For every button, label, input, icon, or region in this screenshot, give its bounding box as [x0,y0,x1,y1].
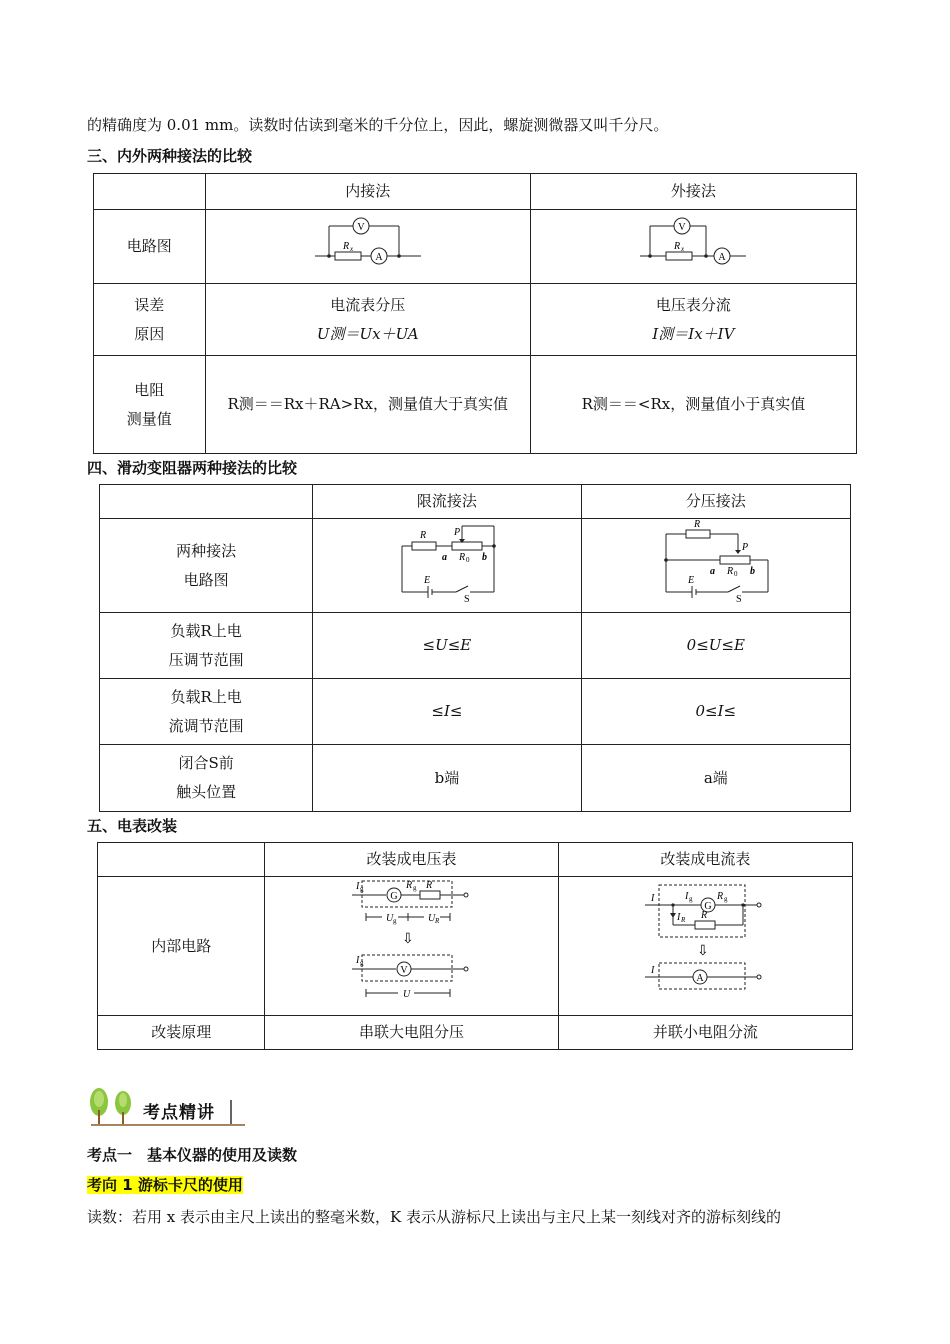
svg-text:G: G [704,901,712,912]
row-current-range-label: 负载R上电 流调节范围 [100,679,313,745]
limiting-slider-position: b端 [313,745,581,812]
svg-text:R: R [701,910,708,921]
svg-text:P: P [453,526,461,538]
reading-rule-line: 读数：若用 x 表示由主尺上读出的整毫米数，K 表示从游标尺上读出与主尺上某一刻线对齐的游标刻线的 [87,1208,781,1226]
divider-circuit-cell [581,519,850,613]
svg-text:I: I [651,893,655,904]
svg-text:R: R [458,551,466,563]
row-voltage-range-label: 负载R上电 压调节范围 [100,613,313,679]
row-internal-circuit-label: 内部电路 [98,877,265,1016]
inner-outer-table [93,173,857,454]
inner-error-cell: 电流表分压 U测＝Ux＋UA [205,284,530,356]
section-3-heading: 三、内外两种接法的比较 [87,147,253,165]
svg-text:x: x [349,244,353,253]
ammeter-conversion-diagram [645,877,765,1005]
col-inner: 内接法 [205,174,530,210]
limiting-voltage-range: ≤U≤E [313,613,581,679]
outer-circuit-diagram [638,214,748,270]
rx-label: R [342,240,349,252]
svg-text:g: g [359,959,364,967]
col-ammeter: 改装成电流表 [558,843,852,877]
section-4-heading: 四、滑动变阻器两种接法的比较 [87,459,298,477]
inner-error-formula: U测＝Ux＋UA [316,324,419,343]
limiting-circuit-cell [313,519,581,613]
svg-text:R: R [693,519,700,530]
inner-circuit-diagram [313,214,423,270]
row-circuit-label: 电路图 [94,210,206,284]
limiting-circuit-diagram [392,520,502,602]
row-circuit-label: 两种接法 电路图 [100,519,313,613]
row-error-label: 误差 原因 [94,284,206,356]
row-resistance-label: 电阻 测量值 [94,356,206,454]
outer-resistance-cell: R测＝＝<Rx，测量值小于真实值 [530,356,856,454]
divider-slider-position: a端 [581,745,850,812]
svg-text:P: P [741,541,748,553]
svg-text:U: U [427,913,435,924]
section-5-heading: 五、电表改装 [87,817,178,835]
limiting-current-range: ≤I≤ [313,679,581,745]
outer-error-formula: I测＝Ix＋IV [652,324,735,343]
svg-text:I: I [651,965,655,976]
svg-text:A: A [696,973,704,984]
voltmeter-circuit-cell [265,877,558,1016]
ammeter-label: A [375,251,383,263]
col-limiting: 限流接法 [313,485,581,519]
svg-text:S: S [735,593,742,602]
inner-resistance-cell: R测＝＝Rx＋RA>Rx，测量值大于真实值 [205,356,530,454]
row-principle-label: 改装原理 [98,1016,265,1050]
svg-text:R: R [681,916,686,924]
svg-text:I: I [355,881,359,892]
svg-text:0: 0 [465,555,470,564]
svg-text:E: E [687,574,694,586]
inner-circuit-cell [205,210,530,284]
svg-text:g: g [724,895,728,903]
svg-text:S: S [463,593,470,602]
row-slider-position-label: 闭合S前 触头位置 [100,745,313,812]
banner-title: 考点精讲 [143,1103,215,1123]
divider-circuit-diagram [660,520,772,602]
svg-text:⇩: ⇩ [697,944,710,959]
svg-text:g: g [359,885,364,893]
ammeter-label: A [718,251,727,263]
voltmeter-principle: 串联大电阻分压 [265,1016,558,1050]
svg-text:g: g [412,884,417,892]
svg-text:R: R [419,529,427,541]
ammeter-circuit-cell [558,877,852,1016]
svg-text:E: E [423,574,431,586]
svg-text:R: R [717,891,724,902]
divider-current-range: 0≤I≤ [581,679,850,745]
svg-text:R: R [405,880,412,891]
col-voltmeter: 改装成电压表 [265,843,558,877]
svg-text:g: g [392,917,397,925]
svg-text:g: g [689,895,693,903]
voltmeter-label: V [678,221,687,233]
meter-conversion-table [97,842,853,1050]
rx-label: R [674,240,681,252]
svg-text:G: G [389,891,398,902]
col-outer: 外接法 [530,174,856,210]
divider-voltage-range: 0≤U≤E [581,613,850,679]
svg-text:V: V [399,965,408,976]
svg-text:R: R [434,917,439,925]
svg-text:I: I [685,891,689,902]
svg-text:R: R [425,880,432,891]
svg-text:a: a [441,551,447,563]
svg-text:U: U [402,989,410,1000]
section-banner [87,1086,247,1128]
svg-text:I: I [677,912,681,923]
svg-text:b: b [481,551,487,563]
outer-circuit-cell [530,210,856,284]
svg-text:⇩: ⇩ [401,932,414,947]
svg-text:x: x [681,244,685,253]
ammeter-principle: 并联小电阻分流 [558,1016,852,1050]
svg-text:I: I [355,955,359,966]
voltmeter-label: V [357,221,365,233]
col-divider: 分压接法 [581,485,850,519]
intro-line: 的精确度为 0.01 mm。读数时估读到毫米的千分位上，因此，螺旋测微器又叫千分尺。 [87,116,669,134]
voltmeter-conversion-diagram [352,877,472,1005]
svg-text:U: U [385,913,393,924]
svg-text:a: a [709,565,715,577]
svg-text:0: 0 [733,569,738,578]
rheostat-table [99,484,851,812]
key-point-1-heading: 考点一 基本仪器的使用及读数 [87,1146,298,1164]
key-point-1-subheading: 考向 1 游标卡尺的使用 [87,1176,243,1194]
svg-text:b: b [749,565,755,577]
outer-error-cell: 电压表分流 I测＝Ix＋IV [530,284,856,356]
svg-text:R: R [726,565,733,577]
